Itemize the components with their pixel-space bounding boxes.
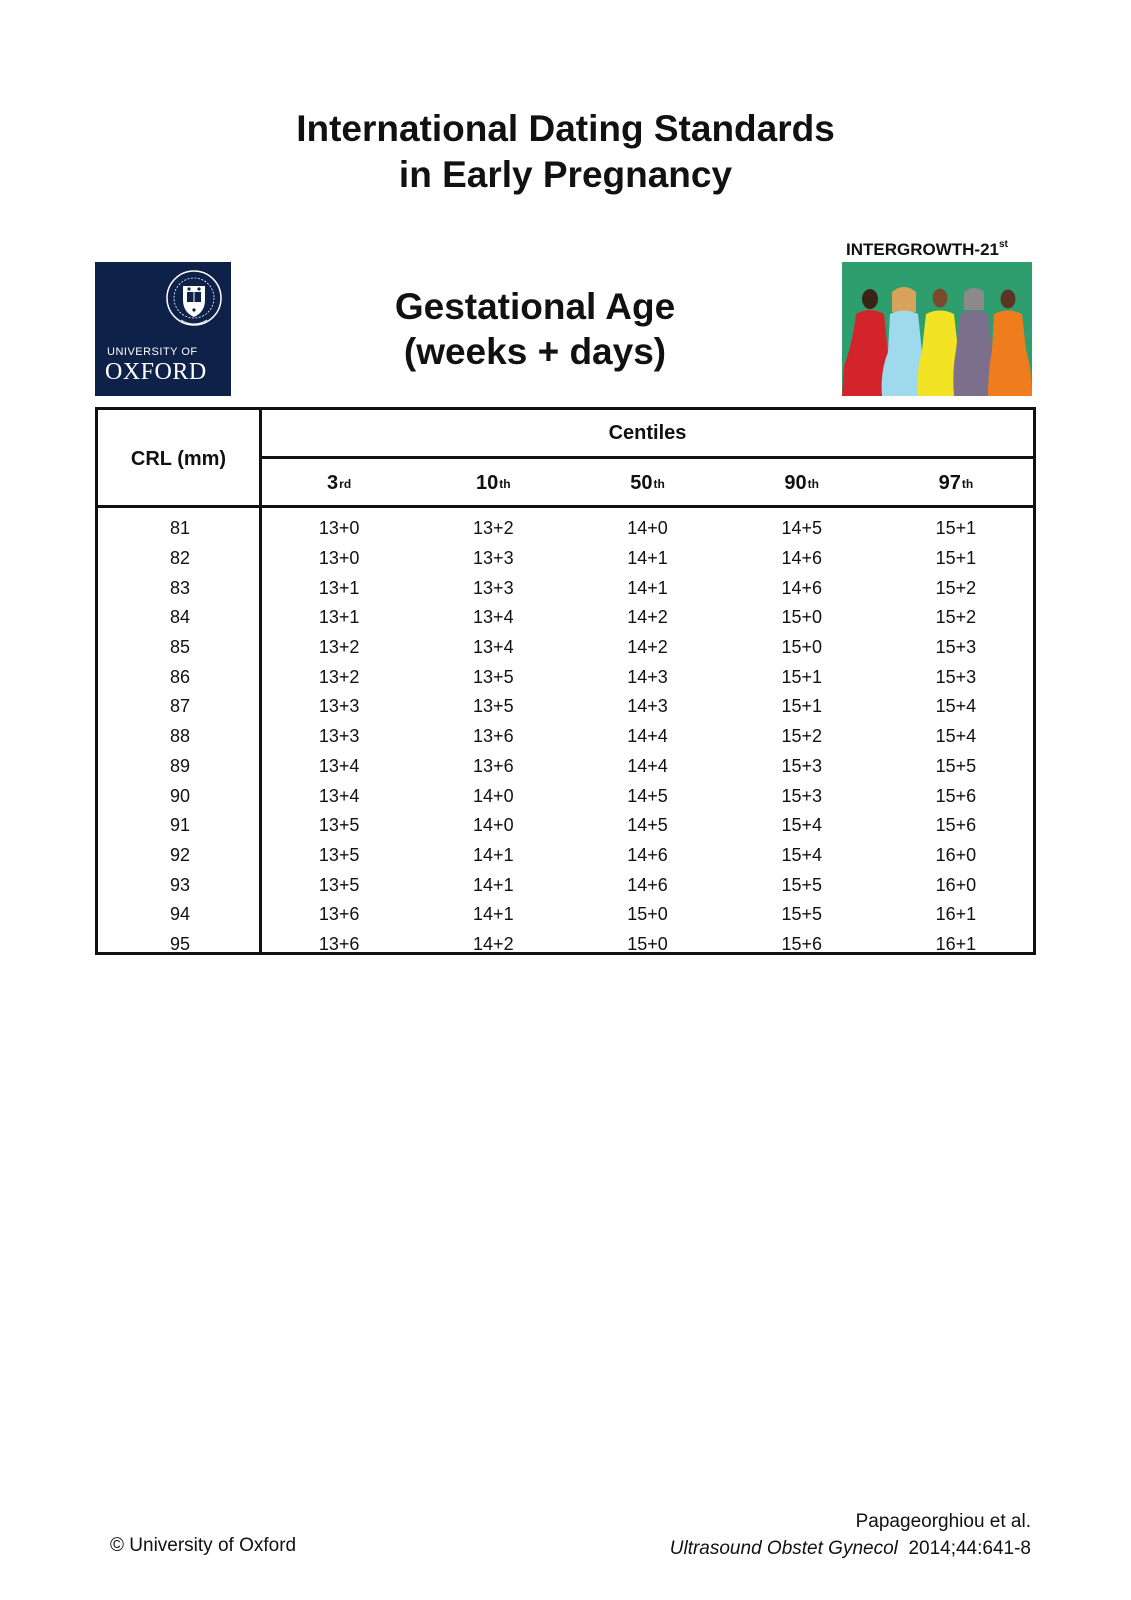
- crl-cell: 94: [169, 904, 191, 925]
- intergrowth-label-text: INTERGROWTH-21: [846, 240, 999, 259]
- centile-value-cell: 16+1: [935, 933, 977, 954]
- centile-number: 50: [630, 472, 653, 494]
- subtitle-line-1: Gestational Age: [394, 286, 676, 327]
- centile-values: [262, 815, 1033, 836]
- centile-value-cell: 13+5: [473, 666, 514, 687]
- centile-value-cell: 14+3: [627, 666, 668, 687]
- title-line-2: in Early Pregnancy: [398, 154, 733, 195]
- centile-value-cell: 14+5: [781, 518, 822, 539]
- centile-value-cell: 14+0: [473, 785, 514, 806]
- centile-value-cell: 14+1: [473, 844, 514, 865]
- centile-value-cell: 16+1: [935, 904, 977, 925]
- centile-value-cell: 15+2: [935, 607, 977, 628]
- centile-value-cell: 15+1: [781, 666, 822, 687]
- centile-value-cell: 14+5: [627, 815, 668, 836]
- centile-value-cell: 13+3: [318, 696, 360, 717]
- centile-value-cell: 13+4: [318, 755, 360, 776]
- centile-number: 90: [784, 472, 807, 494]
- centile-suffix: rd: [339, 476, 352, 491]
- centile-values: [262, 904, 1033, 925]
- centile-values: [262, 696, 1033, 717]
- centile-value-cell: 14+0: [627, 518, 668, 539]
- subtitle-line-2: (weeks + days): [403, 331, 667, 372]
- table-row: [98, 900, 1033, 930]
- centile-column-header: [570, 459, 724, 508]
- centile-values: [262, 726, 1033, 747]
- centile-value-cell: 15+4: [935, 696, 977, 717]
- centile-value-cell: 15+6: [781, 933, 822, 954]
- centile-value-cell: 14+1: [473, 874, 514, 895]
- centile-value-cell: 13+1: [318, 607, 360, 628]
- centile-value-cell: 13+4: [318, 785, 360, 806]
- crl-cell: 91: [169, 815, 191, 836]
- centile-value-cell: 15+4: [781, 815, 822, 836]
- centile-value-cell: 16+0: [935, 844, 977, 865]
- table-row: [98, 692, 1033, 722]
- centile-values: [262, 518, 1033, 539]
- centile-column-headers: [262, 459, 1033, 508]
- table-row: [98, 930, 1033, 960]
- centile-value-cell: 15+2: [781, 726, 822, 747]
- copyright-text: © University of Oxford: [110, 1535, 297, 1556]
- title-line-1: International Dating Standards: [296, 108, 835, 149]
- table-row: [98, 603, 1033, 633]
- centile-value-cell: 13+2: [318, 666, 360, 687]
- centile-column-header: [262, 459, 416, 508]
- crl-cell: 84: [169, 607, 191, 628]
- crl-cell: 92: [169, 844, 191, 865]
- table-row: [98, 722, 1033, 752]
- centile-value-cell: 14+4: [627, 726, 668, 747]
- centile-value-cell: 13+2: [318, 637, 360, 658]
- crl-cell: 82: [169, 548, 191, 569]
- table-row: [98, 841, 1033, 871]
- centile-suffix: th: [499, 476, 511, 491]
- crl-cell: 85: [169, 637, 191, 658]
- centile-value-cell: 13+6: [318, 933, 360, 954]
- crl-cell: 89: [169, 755, 191, 776]
- centile-values: [262, 845, 1033, 866]
- centile-value-cell: 13+6: [473, 726, 514, 747]
- oxford-logo: [95, 262, 231, 396]
- centile-value-cell: 15+1: [781, 696, 822, 717]
- centile-value-cell: 14+3: [627, 696, 668, 717]
- centile-value-cell: 13+4: [473, 607, 514, 628]
- centile-values: [262, 934, 1033, 955]
- centile-values: [262, 548, 1033, 569]
- header-divider: [98, 505, 1033, 508]
- centile-value-cell: 13+5: [318, 874, 360, 895]
- centiles-header: Centiles: [262, 410, 1033, 459]
- centile-value-cell: 15+6: [935, 815, 977, 836]
- centile-value-cell: 15+5: [935, 755, 977, 776]
- centile-value-cell: 13+0: [318, 548, 360, 569]
- centile-value-cell: 15+0: [781, 607, 822, 628]
- centile-value-cell: 14+2: [473, 933, 514, 954]
- centile-values: [262, 607, 1033, 628]
- logo-small-text: UNIVERSITY OF: [107, 346, 198, 358]
- centile-value-cell: 15+5: [781, 874, 822, 895]
- table-row: [98, 514, 1033, 544]
- centile-value-cell: 13+3: [473, 548, 514, 569]
- pregnant-women-painting-image: [842, 262, 1032, 396]
- centile-value-cell: 15+5: [781, 904, 822, 925]
- crl-cell: 81: [169, 518, 191, 539]
- centile-value-cell: 13+5: [318, 815, 360, 836]
- crl-cell: 93: [169, 874, 191, 895]
- centile-value-cell: 14+5: [627, 785, 668, 806]
- intergrowth-label-sup: st: [999, 239, 1008, 250]
- centile-value-cell: 13+5: [318, 844, 360, 865]
- table-row: [98, 781, 1033, 811]
- centile-value-cell: 15+6: [935, 785, 977, 806]
- centile-value-cell: 15+4: [935, 726, 977, 747]
- document-title: [0, 106, 1131, 198]
- centile-suffix: th: [961, 476, 974, 491]
- centile-value-cell: 15+1: [935, 518, 977, 539]
- centile-value-cell: 15+3: [935, 637, 977, 658]
- table-row: [98, 811, 1033, 841]
- centile-value-cell: 15+0: [781, 637, 822, 658]
- centile-value-cell: 14+4: [627, 755, 668, 776]
- centile-value-cell: 14+2: [627, 637, 668, 658]
- centile-values: [262, 637, 1033, 658]
- centile-number: 3: [327, 472, 339, 494]
- centile-value-cell: 14+1: [473, 904, 514, 925]
- citation-reference: [670, 1535, 1031, 1562]
- citation-authors: Papageorghiou et al.: [855, 1511, 1031, 1532]
- centile-value-cell: 13+3: [473, 577, 514, 598]
- centile-values: [262, 578, 1033, 599]
- crl-cell: 88: [169, 726, 191, 747]
- logo-big-text: OXFORD: [105, 359, 207, 385]
- table-row: [98, 573, 1033, 603]
- centile-value-cell: 13+6: [473, 755, 514, 776]
- centile-number: 97: [938, 472, 961, 494]
- centile-value-cell: 14+0: [473, 815, 514, 836]
- centile-value-cell: 13+1: [318, 577, 360, 598]
- centile-value-cell: 15+4: [781, 844, 822, 865]
- centile-value-cell: 13+5: [473, 696, 514, 717]
- centile-values: [262, 875, 1033, 896]
- centile-values: [262, 786, 1033, 807]
- crl-header: CRL (mm): [98, 410, 262, 508]
- centile-value-cell: 14+2: [627, 607, 668, 628]
- centile-suffix: th: [807, 476, 819, 491]
- gestational-age-table: [95, 407, 1036, 955]
- crl-cell: 90: [169, 785, 191, 806]
- table-row: [98, 662, 1033, 692]
- centile-value-cell: 15+1: [935, 548, 977, 569]
- centile-values: [262, 756, 1033, 777]
- centile-column-header: [416, 459, 570, 508]
- centile-value-cell: 15+2: [935, 577, 977, 598]
- centile-value-cell: 16+0: [935, 874, 977, 895]
- crl-cell: 86: [169, 666, 191, 687]
- intergrowth-label: [846, 239, 1008, 260]
- centile-suffix: th: [653, 476, 665, 491]
- centile-value-cell: 13+0: [318, 518, 360, 539]
- crl-cell: 95: [169, 933, 191, 954]
- table-body: [98, 514, 1033, 959]
- centile-value-cell: 14+1: [627, 548, 668, 569]
- centile-value-cell: 13+2: [473, 518, 514, 539]
- table-row: [98, 752, 1033, 782]
- citation-journal: Ultrasound Obstet Gynecol: [669, 1538, 898, 1559]
- centile-column-header: [725, 459, 879, 508]
- citation-ref: 2014;44:641-8: [908, 1538, 1031, 1559]
- centile-values: [262, 667, 1033, 688]
- centile-value-cell: 14+6: [781, 577, 822, 598]
- centile-value-cell: 14+1: [627, 577, 668, 598]
- citation: [670, 1508, 1031, 1562]
- centile-number: 10: [476, 472, 499, 494]
- centile-value-cell: 15+0: [627, 933, 668, 954]
- centile-value-cell: 15+3: [781, 755, 822, 776]
- centile-value-cell: 15+0: [627, 904, 668, 925]
- centile-value-cell: 14+6: [627, 844, 668, 865]
- subtitle: [330, 284, 740, 374]
- centile-value-cell: 14+6: [627, 874, 668, 895]
- centile-value-cell: 13+6: [318, 904, 360, 925]
- centile-value-cell: 15+3: [781, 785, 822, 806]
- centile-column-header: [879, 459, 1033, 508]
- table-row: [98, 544, 1033, 574]
- centile-value-cell: 14+6: [781, 548, 822, 569]
- crl-cell: 87: [169, 696, 191, 717]
- centile-value-cell: 13+3: [318, 726, 360, 747]
- crl-cell: 83: [169, 577, 191, 598]
- centile-value-cell: 15+3: [935, 666, 977, 687]
- centile-value-cell: 13+4: [473, 637, 514, 658]
- table-row: [98, 633, 1033, 663]
- table-row: [98, 870, 1033, 900]
